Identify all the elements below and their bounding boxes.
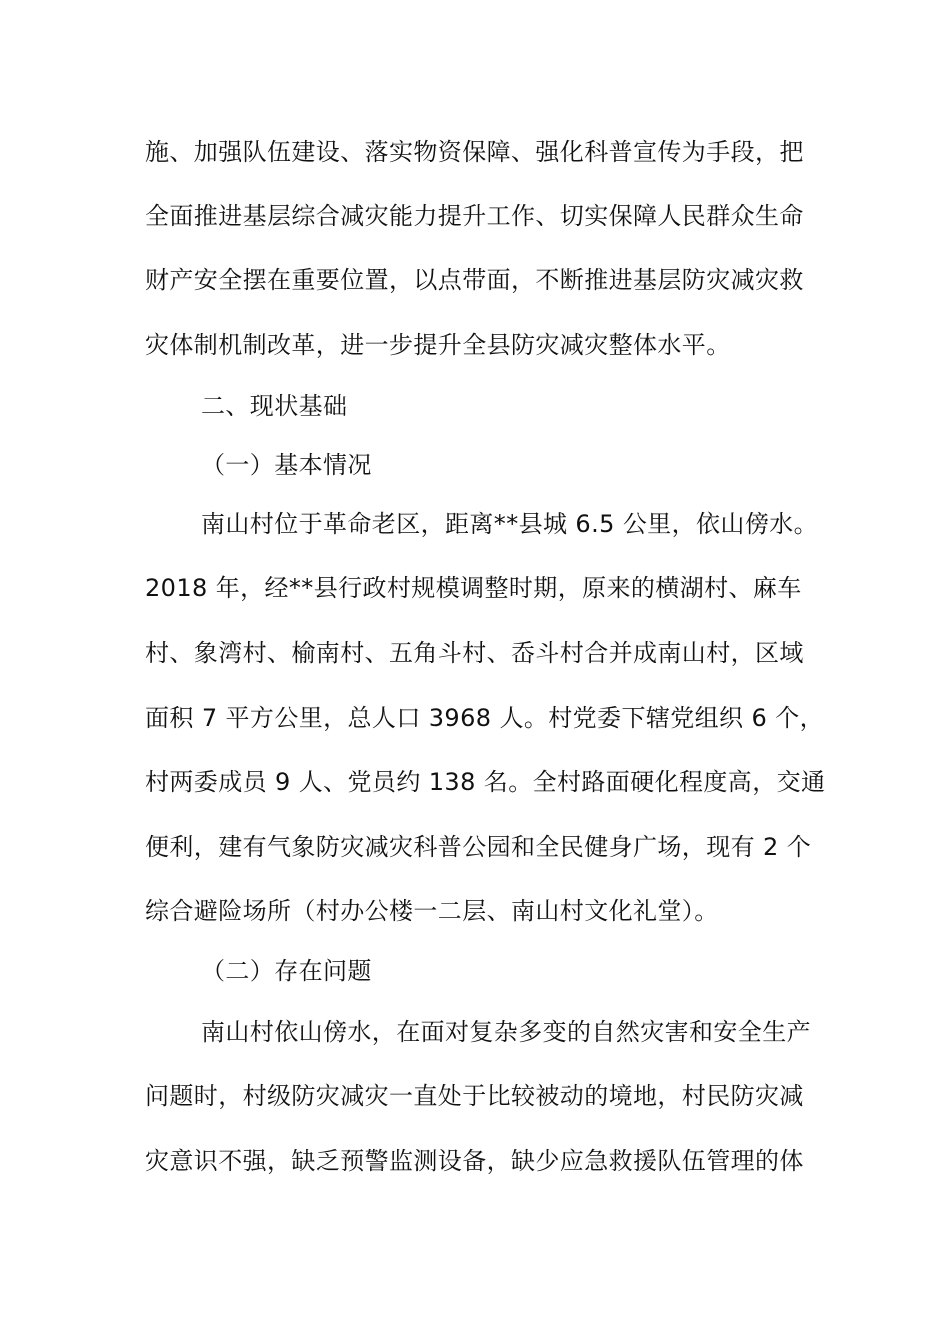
paragraph-line: 问题时，村级防灾减灾一直处于比较被动的境地，村民防灾减: [145, 1082, 804, 1110]
paragraph-line: 南山村位于革命老区，距离**县城 6.5 公里，依山傍水。: [201, 510, 819, 538]
paragraph-line: 南山村依山傍水，在面对复杂多变的自然灾害和安全生产: [201, 1018, 811, 1046]
paragraph-line: 村、象湾村、榆南村、五角斗村、岙斗村合并成南山村，区域: [145, 639, 804, 667]
section-heading: 二、现状基础: [201, 392, 348, 420]
paragraph-line: 便利，建有气象防灾减灾科普公园和全民健身广场，现有 2 个: [145, 833, 812, 861]
paragraph-line: 施、加强队伍建设、落实物资保障、强化科普宣传为手段，把: [145, 138, 804, 166]
paragraph-line: 村两委成员 9 人、党员约 138 名。全村路面硬化程度高，交通: [145, 768, 826, 796]
paragraph-line: 2018 年，经**县行政村规模调整时期，原来的横湖村、麻车: [145, 574, 802, 602]
subsection-heading-basic-situation: （一）基本情况: [201, 451, 372, 479]
paragraph-line: 全面推进基层综合减灾能力提升工作、切实保障人民群众生命: [145, 202, 804, 230]
paragraph-line: 面积 7 平方公里，总人口 3968 人。村党委下辖党组织 6 个，: [145, 704, 824, 732]
subsection-heading-existing-problems: （二）存在问题: [201, 957, 372, 985]
paragraph-line: 灾体制机制改革，进一步提升全县防灾减灾整体水平。: [145, 331, 731, 359]
paragraph-line: 灾意识不强，缺乏预警监测设备，缺少应急救援队伍管理的体: [145, 1147, 804, 1175]
paragraph-line: 综合避险场所（村办公楼一二层、南山村文化礼堂）。: [145, 897, 719, 925]
paragraph-line: 财产安全摆在重要位置，以点带面，不断推进基层防灾减灾救: [145, 266, 804, 294]
